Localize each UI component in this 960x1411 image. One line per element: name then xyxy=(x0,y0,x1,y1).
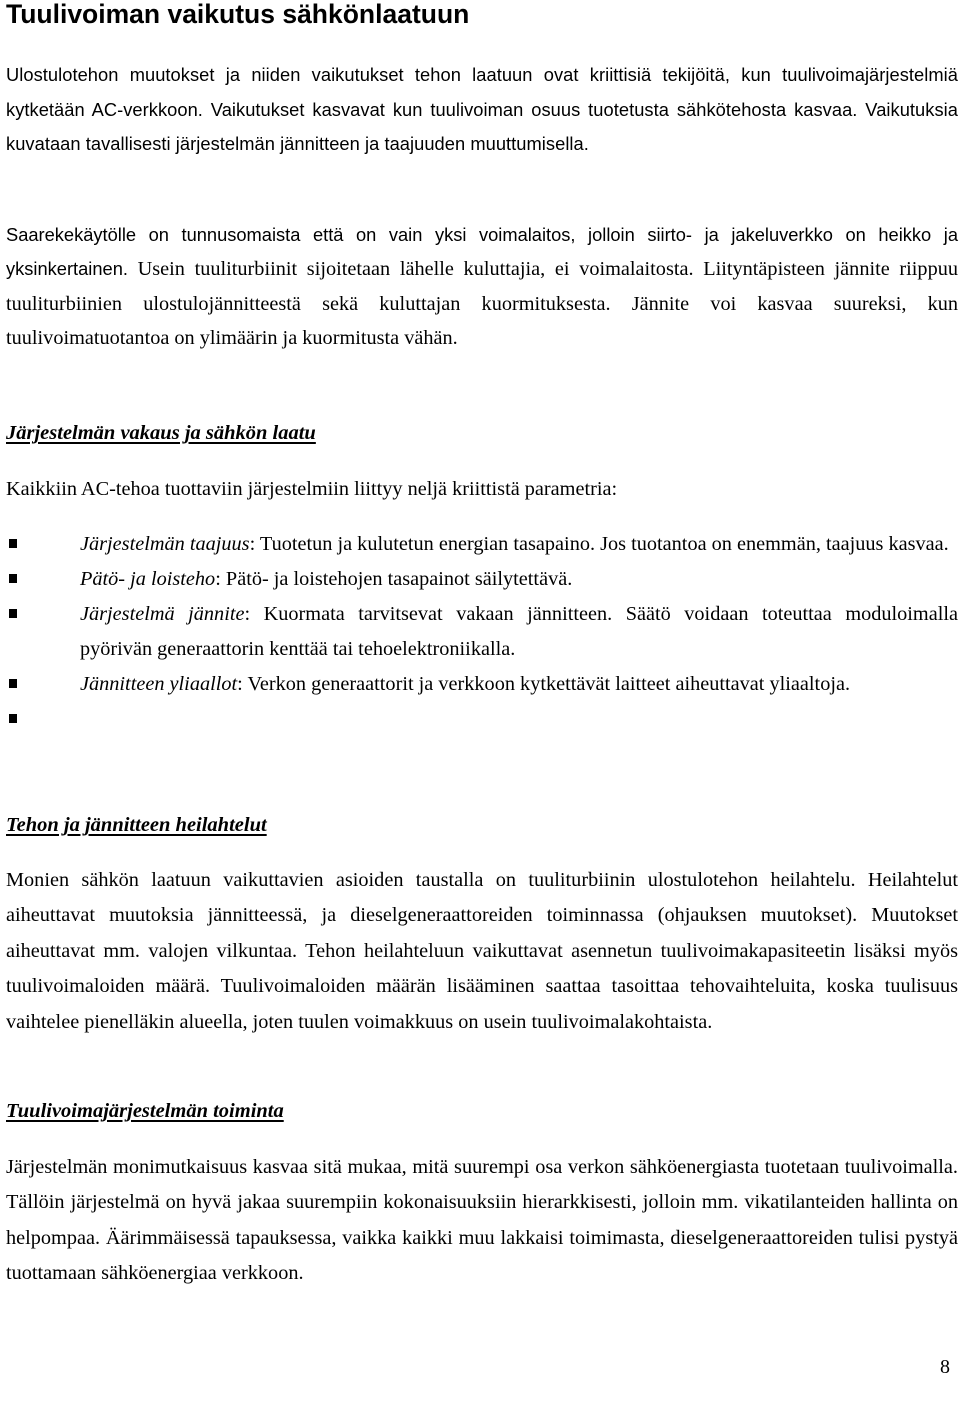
item-term: Järjestelmän taajuus xyxy=(80,533,250,555)
intro-paragraph: Ulostulotehon muutokset ja niiden vaikutukset tehon laatuun ovat kriittisiä tekijöitä, kun tuulivoimajärjestelmiä kytketään AC-verkkoon. Vaikutukset kasvavat kun tuulivoiman osuus tuotetusta sähkötehosta kasvaa. Vaikutuksia kuvataan tavallisesti järjestelmän jännitteen ja taajuuden muuttumisella. xyxy=(6,64,958,154)
item-term: Jännitteen yliaallot xyxy=(80,673,238,695)
stability-lead: Kaikkiin AC-tehoa tuottaviin järjestelmiin liittyy neljä kriittistä parametria: xyxy=(6,478,618,500)
list-item xyxy=(6,667,958,702)
bullet-square-icon xyxy=(9,609,17,618)
list-item xyxy=(6,527,958,562)
item-text: : Pätö- ja loistehojen tasapainot säilytettävä. xyxy=(215,568,573,590)
item-term: Pätö- ja loisteho xyxy=(80,568,216,590)
bullet-square-icon xyxy=(9,714,17,723)
section-heading-stability: Järjestelmän vakaus ja sähkön laatu xyxy=(6,422,316,444)
list-item-empty xyxy=(6,702,958,737)
item-term: Järjestelmä jännite xyxy=(80,603,245,625)
section-heading-operation: Tuulivoimajärjestelmän toiminta xyxy=(6,1100,284,1122)
list-item xyxy=(6,597,958,667)
island-paragraph xyxy=(6,218,958,355)
item-text: : Tuotetun ja kulutetun energian tasapaino. Jos tuotantoa on enemmän, taajuus kasvaa. xyxy=(249,533,949,555)
list-item xyxy=(6,562,958,597)
page-title: Tuulivoiman vaikutus sähkönlaatuun xyxy=(6,0,470,29)
section-heading-fluctuation: Tehon ja jännitteen heilahtelut xyxy=(6,814,267,836)
island-sans-text: Saarekekäytölle on tunnusomaista että on vain yksi voimalaitos, jolloin siirto- ja jakeluverkko on heikko ja yksinkertainen. xyxy=(6,224,958,280)
operation-paragraph: Järjestelmän monimutkaisuus kasvaa sitä mukaa, mitä suurempi osa verkon sähköenergiasta tuotetaan tuulivoimalla. Tällöin järjestelmä on hyvä jakaa suurempiin kokonaisuuksiin hierarkkisesti, jolloin mm. vikatilanteiden hallinta on helpompaa. Äärimmäisessä tapauksessa, vaikka kaikki muu lakkaisi toimimasta, dieselgeneraattoreiden tulisi pystyä tuottamaan sähköenergiaa verkkoon. xyxy=(6,1156,958,1285)
page-number: 8 xyxy=(940,1356,950,1378)
fluctuation-paragraph: Monien sähkön laatuun vaikuttavien asioiden taustalla on tuuliturbiinin ulostulotehon heilahtelu. Heilahtelut aiheuttavat muutoksia jännitteessä, ja dieselgeneraattoreiden toiminnassa (ohjauksen muutokset). Muutokset aiheuttavat mm. valojen vilkuntaa. Tehon heilahteluun vaikuttavat asennetun tuulivoimakapasiteetin lisäksi myös tuulivoimaloiden määrä. Tuulivoimaloiden määrän lisääminen saattaa tasoittaa tehovaihteluita, koska tuulisuus vaihtelee pienelläkin alueella, joten tuulen voimakkuus on usein tuulivoimalakohtaista. xyxy=(6,869,958,1033)
bullet-square-icon xyxy=(9,679,17,688)
island-serif-text: Usein tuuliturbiinit sijoitetaan lähelle kuluttajia, ei voimalaitosta. Liityntäpisteen jännite riippuu tuuliturbiinien ulostulojännitteestä sekä kuluttajan kuormituksesta. Jännite voi kasvaa suureksi, kun tuulivoimatuotantoa on ylimäärin ja kuormitusta vähän. xyxy=(6,258,958,349)
parameter-list xyxy=(6,527,958,737)
bullet-square-icon xyxy=(9,574,17,583)
item-text: : Kuormata tarvitsevat vakaan jännitteen. Säätö voidaan toteuttaa moduloimalla pyörivän generaattorin kenttää tai tehoelektroniikalla. xyxy=(80,603,958,660)
bullet-square-icon xyxy=(9,539,17,548)
item-text: : Verkon generaattorit ja verkkoon kytkettävät laitteet aiheuttavat yliaaltoja. xyxy=(237,673,851,695)
